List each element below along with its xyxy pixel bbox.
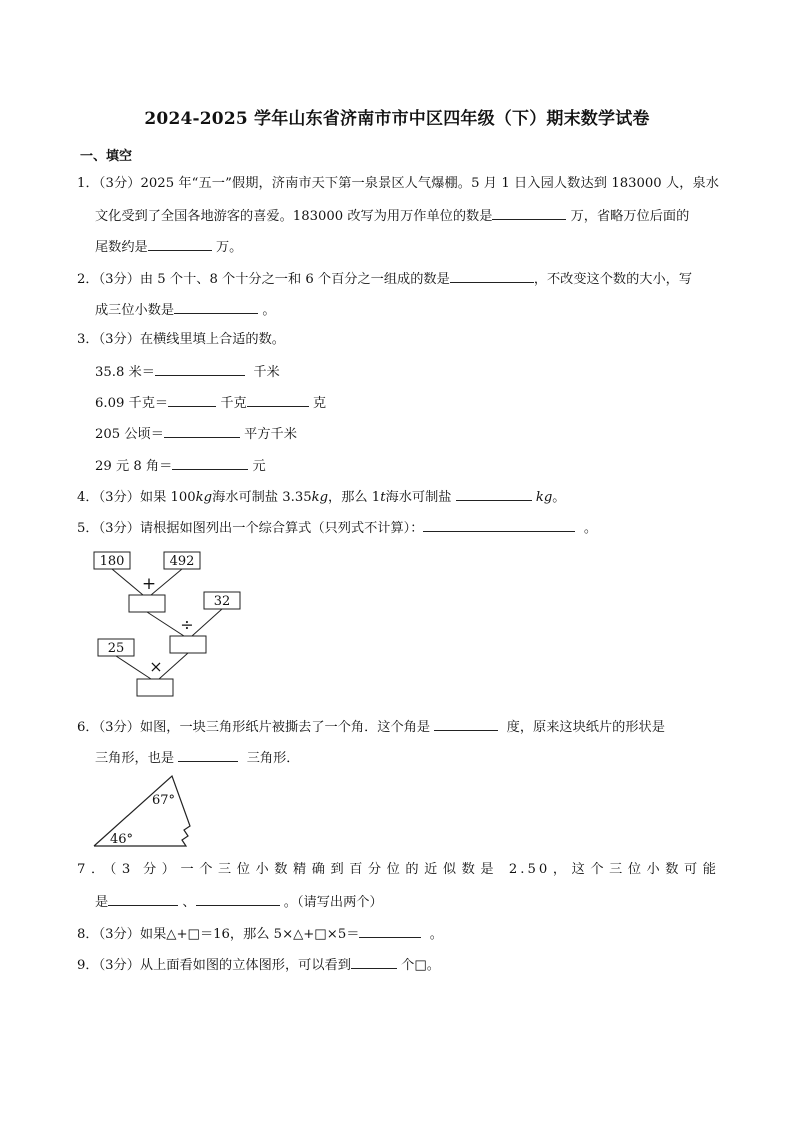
answer-blank[interactable] bbox=[434, 717, 498, 731]
answer-blank[interactable] bbox=[450, 269, 534, 283]
q2-line2: 成三位小数是 。 bbox=[95, 300, 276, 320]
section-heading: 一、填空 bbox=[80, 149, 133, 164]
answer-blank[interactable] bbox=[174, 300, 258, 314]
q3-item-a: 35.8 米＝ 千米 bbox=[95, 362, 280, 382]
answer-blank[interactable] bbox=[172, 456, 248, 470]
answer-blank[interactable] bbox=[359, 924, 421, 938]
number-label: 180 bbox=[99, 554, 125, 569]
answer-blank[interactable] bbox=[456, 487, 532, 501]
answer-blank[interactable] bbox=[247, 393, 309, 407]
number-label: 32 bbox=[213, 594, 231, 609]
answer-blank[interactable] bbox=[423, 518, 575, 532]
divide-operator: ÷ bbox=[180, 615, 194, 634]
q6-line2: 三角形，也是 三角形． bbox=[95, 748, 299, 768]
q3-item-c: 205 公顷＝ 平方千米 bbox=[95, 424, 297, 444]
answer-blank[interactable] bbox=[155, 362, 245, 376]
answer-blank[interactable] bbox=[178, 748, 238, 762]
number-label: 492 bbox=[169, 554, 195, 569]
q8-line: 8．（3分）如果△+□＝16，那么 5×△+□×5＝ 。 bbox=[77, 924, 443, 944]
number-label: 25 bbox=[107, 641, 125, 656]
q3-item-d: 29 元 8 角＝ 元 bbox=[95, 456, 266, 476]
angle-label-46: 46° bbox=[110, 832, 134, 847]
answer-blank[interactable] bbox=[492, 206, 566, 220]
calculation-tree-diagram bbox=[90, 548, 250, 698]
q3-line1: 3．（3分）在横线里填上合适的数。 bbox=[77, 332, 285, 347]
result-box-product bbox=[137, 679, 173, 696]
answer-blank[interactable] bbox=[108, 892, 178, 906]
answer-blank[interactable] bbox=[196, 892, 280, 906]
q7-line2: 是 、 。（请写出两个） bbox=[95, 892, 383, 912]
result-box-quotient bbox=[170, 636, 206, 653]
q2-line1: 2．（3分）由 5 个十、8 个十分之一和 6 个百分之一组成的数是 ，不改变这个数的大小，写 bbox=[77, 269, 692, 289]
page-title: 2024-2025 学年山东省济南市市中区四年级（下）期末数学试卷 bbox=[144, 109, 650, 129]
result-box-sum bbox=[129, 595, 165, 612]
answer-blank[interactable] bbox=[351, 955, 397, 969]
answer-blank[interactable] bbox=[168, 393, 216, 407]
q4-line: 4．（3分）如果 100kg海水可制盐 3.35kg，那么 1t海水可制盐 kg。 bbox=[77, 487, 565, 507]
q3-item-b: 6.09 千克＝ 千克 克 bbox=[95, 393, 326, 413]
q7-line1: 7．（3 分）一个三位小数精确到百分位的近似数是 2.50，这个三位小数可能 bbox=[77, 862, 719, 877]
q1-line1: 1．（3分）2025 年“五一”假期，济南市天下第一泉景区人气爆棚。5 月 1 日入园人数达到 183000 人，泉水 bbox=[77, 176, 719, 191]
plus-operator: + bbox=[141, 574, 157, 594]
angle-label-67: 67° bbox=[152, 793, 176, 808]
multiply-operator: × bbox=[149, 657, 163, 676]
q1-line3: 尾数约是 万。 bbox=[95, 237, 242, 257]
q5-line: 5．（3分）请根据如图列出一个综合算式（只列式不计算）： 。 bbox=[77, 518, 597, 538]
q1-line2: 文化受到了全国各地游客的喜爱。183000 改写为用万作单位的数是 万，省略万位后面的 bbox=[95, 206, 689, 226]
answer-blank[interactable] bbox=[148, 237, 212, 251]
torn-triangle-figure bbox=[90, 772, 210, 848]
q9-line: 9．（3分）从上面看如图的立体图形，可以看到 个□。 bbox=[77, 955, 440, 975]
q6-line1: 6．（3分）如图，一块三角形纸片被撕去了一个角．这个角是 度，原来这块纸片的形状是 bbox=[77, 717, 665, 737]
answer-blank[interactable] bbox=[164, 424, 240, 438]
